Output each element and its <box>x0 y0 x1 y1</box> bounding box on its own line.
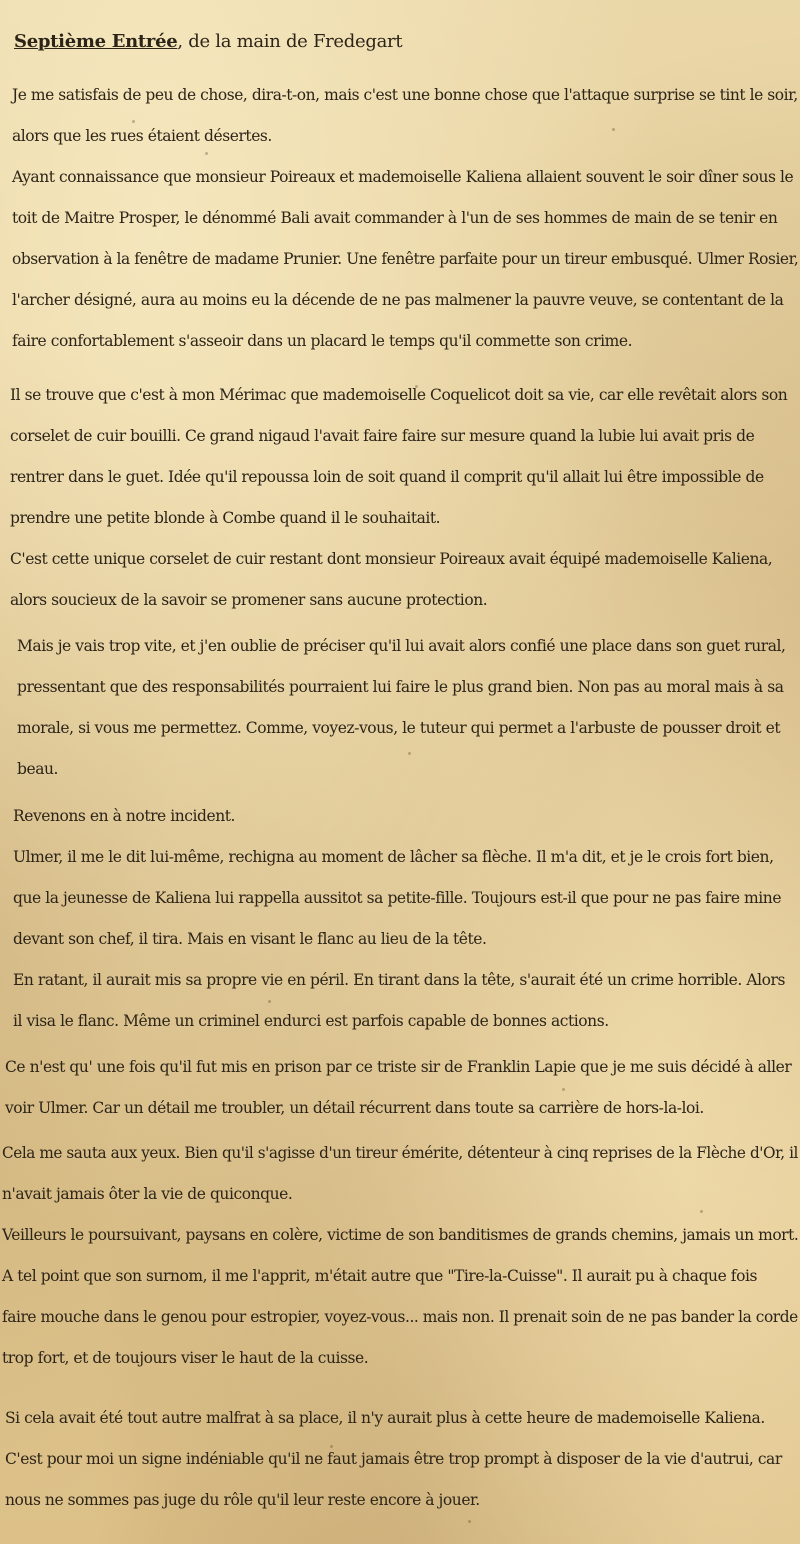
parchment-speck <box>268 1000 271 1003</box>
text-line: observation à la fenêtre de madame Prunier. Une fenêtre parfaite pour un tireur embusqué. Ulmer Rosier, <box>12 250 799 268</box>
text-line: C'est pour moi un signe indéniable qu'il ne faut jamais être trop prompt à disposer de la vie d'autrui, car <box>5 1450 782 1468</box>
text-line: voir Ulmer. Car un détail me troubler, un détail récurrent dans toute sa carrière de hors-la-loi. <box>5 1099 704 1117</box>
text-line: Ce n'est qu' une fois qu'il fut mis en prison par ce triste sir de Franklin Lapie que je me suis décidé à aller <box>5 1058 792 1076</box>
parchment-speck <box>330 1445 333 1448</box>
text-line: nous ne sommes pas juge du rôle qu'il leur reste encore à jouer. <box>5 1491 480 1509</box>
text-line: alors que les rues étaient désertes. <box>12 127 272 145</box>
parchment-speck <box>468 1520 471 1523</box>
text-line: Cela me sauta aux yeux. Bien qu'il s'agisse d'un tireur émérite, détenteur à cinq reprises de la Flèche d'Or, il <box>2 1144 798 1162</box>
text-line: Je me satisfais de peu de chose, dira-t-on, mais c'est une bonne chose que l'attaque surprise se tint le soir, <box>12 86 798 104</box>
text-line: beau. <box>17 760 58 778</box>
text-line: Il se trouve que c'est à mon Mérimac que mademoiselle Coquelicot doit sa vie, car elle revêtait alors son <box>10 386 788 404</box>
title-entry: Septième Entrée <box>14 31 178 52</box>
text-line: Mais je vais trop vite, et j'en oublie de préciser qu'il lui avait alors confié une place dans son guet rural, <box>17 637 786 655</box>
text-line: faire confortablement s'asseoir dans un placard le temps qu'il commette son crime. <box>12 332 633 350</box>
title-author: , de la main de Fredegart <box>177 31 403 52</box>
text-line: A tel point que son surnom, il me l'apprit, m'était autre que "Tire-la-Cuisse". Il aurait pu à chaque fois <box>2 1267 757 1285</box>
text-line: toit de Maitre Prosper, le dénommé Bali avait commander à l'un de ses hommes de main de se tenir en <box>12 209 778 227</box>
text-line: devant son chef, il tira. Mais en visant le flanc au lieu de la tête. <box>13 930 487 948</box>
text-line: corselet de cuir bouilli. Ce grand nigaud l'avait faire faire sur mesure quand la lubie lui avait pris de <box>10 427 755 445</box>
text-line: il visa le flanc. Même un criminel endurci est parfois capable de bonnes actions. <box>13 1012 609 1030</box>
text-line: prendre une petite blonde à Combe quand il le souhaitait. <box>10 509 441 527</box>
text-line: Si cela avait été tout autre malfrat à sa place, il n'y aurait plus à cette heure de mademoiselle Kaliena. <box>5 1409 765 1427</box>
text-line: faire mouche dans le genou pour estropier, voyez-vous... mais non. Il prenait soin de ne pas bander la corde <box>2 1308 798 1326</box>
page-title <box>14 32 402 52</box>
text-line: pressentant que des responsabilités pourraient lui faire le plus grand bien. Non pas au moral mais à sa <box>17 678 784 696</box>
parchment-speck <box>205 152 208 155</box>
text-line: Veilleurs le poursuivant, paysans en colère, victime de son banditismes de grands chemins, jamais un mort. <box>2 1226 799 1244</box>
parchment-speck <box>408 752 411 755</box>
text-line: En ratant, il aurait mis sa propre vie en péril. En tirant dans la tête, s'aurait été un crime horrible. Alors <box>13 971 785 989</box>
text-line: n'avait jamais ôter la vie de quiconque. <box>2 1185 293 1203</box>
parchment-speck <box>562 1088 565 1091</box>
text-line: C'est cette unique corselet de cuir restant dont monsieur Poireaux avait équipé mademoiselle Kaliena, <box>10 550 773 568</box>
text-line: que la jeunesse de Kaliena lui rappella aussitot sa petite-fille. Toujours est-il que pour ne pas faire mine <box>13 889 782 907</box>
text-line: l'archer désigné, aura au moins eu la décende de ne pas malmener la pauvre veuve, se contentant de la <box>12 291 784 309</box>
text-line: trop fort, et de toujours viser le haut de la cuisse. <box>2 1349 369 1367</box>
text-line: rentrer dans le guet. Idée qu'il repoussa loin de soit quand il comprit qu'il allait lui être impossible de <box>10 468 764 486</box>
parchment-speck <box>700 1210 703 1213</box>
parchment-speck <box>612 128 615 131</box>
text-line: alors soucieux de la savoir se promener sans aucune protection. <box>10 591 488 609</box>
text-line: Ayant connaissance que monsieur Poireaux et mademoiselle Kaliena allaient souvent le soir dîner sous le <box>12 168 794 186</box>
text-line: morale, si vous me permettez. Comme, voyez-vous, le tuteur qui permet a l'arbuste de pousser droit et <box>17 719 781 737</box>
text-line: Revenons en à notre incident. <box>13 807 236 825</box>
text-line: Ulmer, il me le dit lui-même, rechigna au moment de lâcher sa flèche. Il m'a dit, et je le crois fort bien, <box>13 848 774 866</box>
parchment-speck <box>132 120 135 123</box>
